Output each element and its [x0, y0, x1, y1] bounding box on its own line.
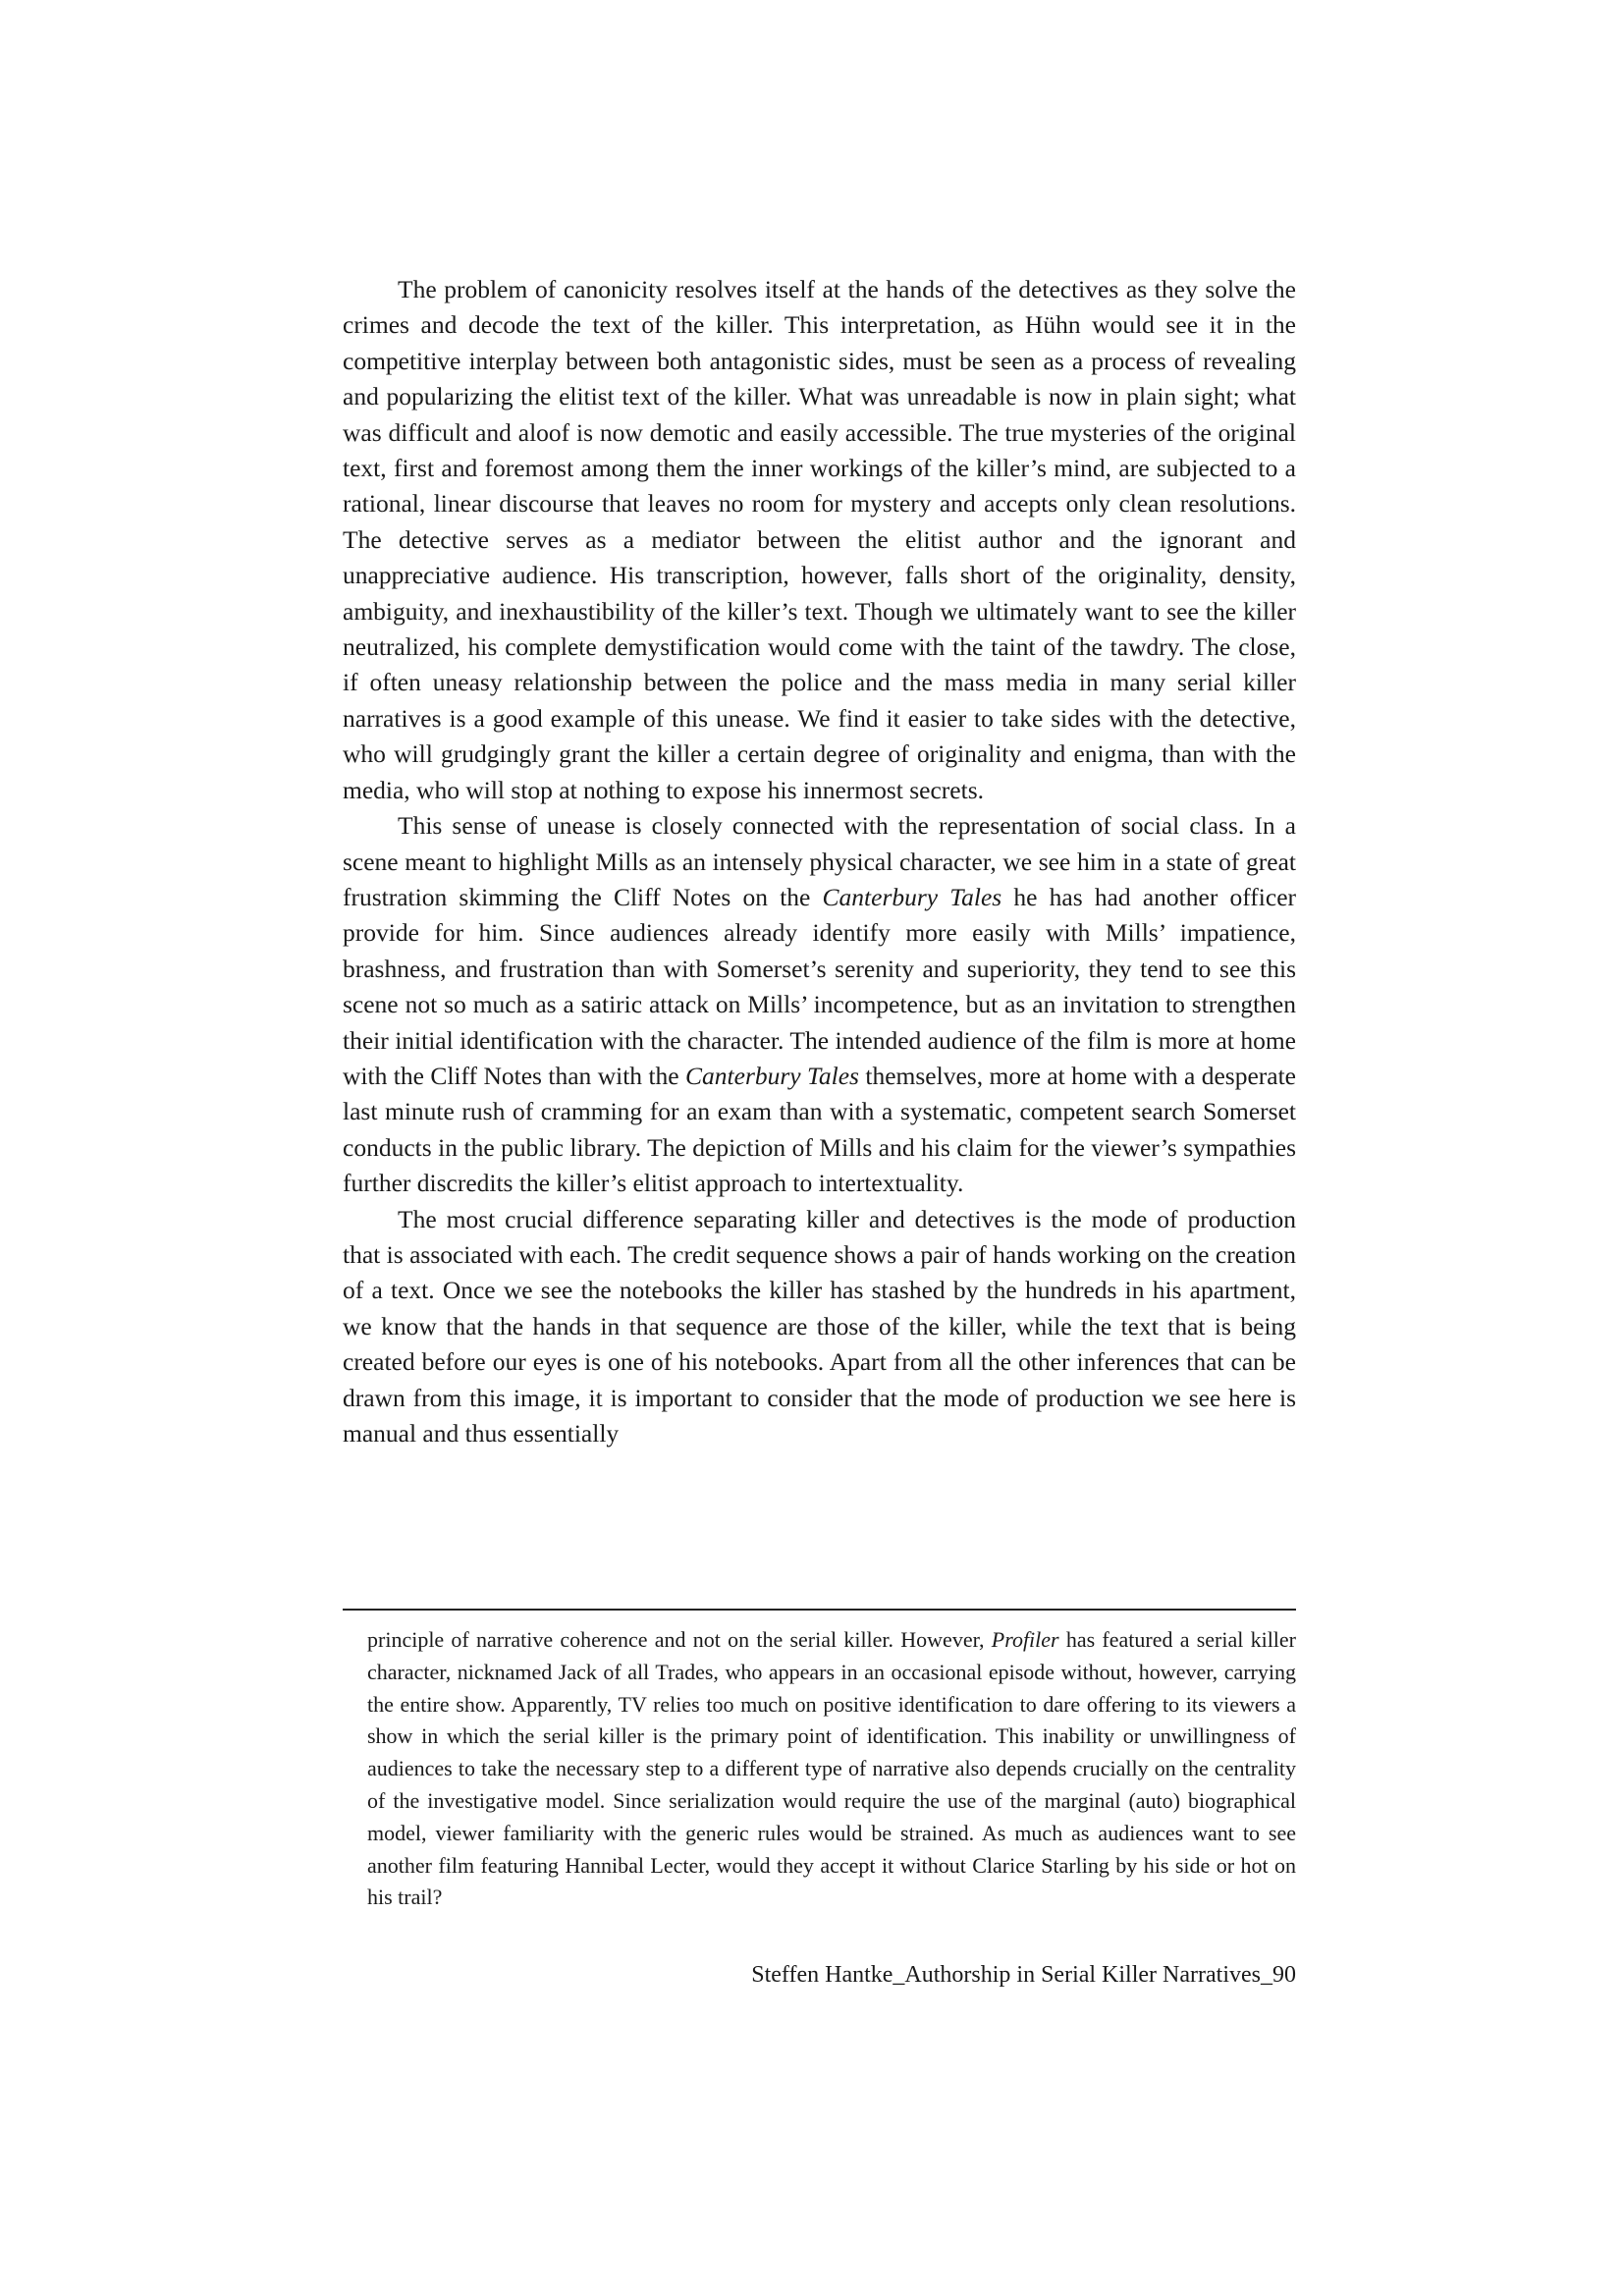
footnote-text [367, 1624, 1296, 1914]
footnote-text-a: principle of narrative coherence and not on the serial killer. However, [367, 1627, 992, 1652]
footnote-paragraph [367, 1624, 1296, 1914]
work-title-italic: Canterbury Tales [822, 882, 1002, 911]
show-title-italic: Profiler [991, 1627, 1059, 1652]
work-title-italic: Canterbury Tales [685, 1061, 859, 1090]
body-paragraph-2 [343, 808, 1296, 1201]
paragraph-3-text: The most crucial difference separating killer and detectives is the mode of production that is associated with each. The credit sequence shows a pair of hands working on the creation of a text. Once we see the notebooks the killer has stashed by the hundreds in his apartment, we know that the hands in that sequence are those of the killer, while the text that is being created before our eyes is one of his notebooks. Apart from all the other inferences that can be drawn from this image, it is important to consider that the mode of production we see here is manual and thus essentially [343, 1204, 1296, 1448]
paragraph-2-text-b: he has had another officer provide for him. Since audiences already identify more easily with Mills’ impatience, brashness, and frustration than with Somerset’s serenity and superiority, they tend to see this scene not so much as a satiric attack on Mills’ incompetence, but as an invitation to strengthen their initial identification with the character. The intended audience of the film is more at home with the Cliff Notes than with the [343, 882, 1296, 1090]
paragraph-2-text-c: themselves, more at home with a desperate last minute rush of cramming for an exam than with a systematic, competent search Somerset conducts in the public library. The depiction of Mills and his claim for the viewer’s sympathies further discredits the killer’s elitist approach to intertextuality. [343, 1061, 1296, 1198]
body-paragraph-1 [343, 272, 1296, 808]
paragraph-1-text: The problem of canonicity resolves itself at the hands of the detectives as they solve the crimes and decode the text of the killer. This interpretation, as Hühn would see it in the competitive interplay between both antagonistic sides, must be seen as a process of revealing and popularizing the elitist text of the killer. What was unreadable is now in plain sight; what was difficult and aloof is now demotic and easily accessible. The true mysteries of the original text, first and foremost among them the inner workings of the killer’s mind, are subjected to a rational, linear discourse that leaves no room for mystery and accepts only clean resolutions. The detective serves as a mediator between the elitist author and the ignorant and unappreciative audience. His transcription, however, falls short of the originality, density, ambiguity, and inexhaustibility of the killer’s text. Though we ultimately want to see the killer neutralized, his complete demystification would come with the taint of the tawdry. The close, if often uneasy relationship between the police and the mass media in many serial killer narratives is a good example of this unease. We find it easier to take sides with the detective, who will grudgingly grant the killer a certain degree of originality and enigma, than with the media, who will stop at nothing to expose his innermost secrets. [343, 275, 1296, 804]
body-paragraph-3 [343, 1202, 1296, 1452]
paragraph-2-text-a: This sense of unease is closely connected with the representation of social class. In a scene meant to highlight Mills as an intensely physical character, we see him in a state of great frustration skimming the Cliff Notes on the [343, 811, 1296, 911]
footnote-text-b: has featured a serial killer character, nicknamed Jack of all Trades, who appears in an occasional episode without, however, carrying the entire show. Apparently, TV relies too much on positive identification to dare offering to its viewers a show in which the serial killer is the primary point of identification. This inability or unwillingness of audiences to take the necessary step to a different type of narrative also depends crucially on the centrality of the investigative model. Since serialization would require the use of the marginal (auto) biographical model, viewer familiarity with the generic rules would be strained. As much as audiences want to see another film featuring Hannibal Lecter, would they accept it without Clarice Starling by his side or hot on his trail? [367, 1627, 1297, 1910]
footnote-separator-rule [343, 1609, 1296, 1611]
running-footer: Steffen Hantke_Authorship in Serial Killer Narratives_90 [751, 1962, 1296, 1988]
body-text [343, 272, 1296, 1451]
